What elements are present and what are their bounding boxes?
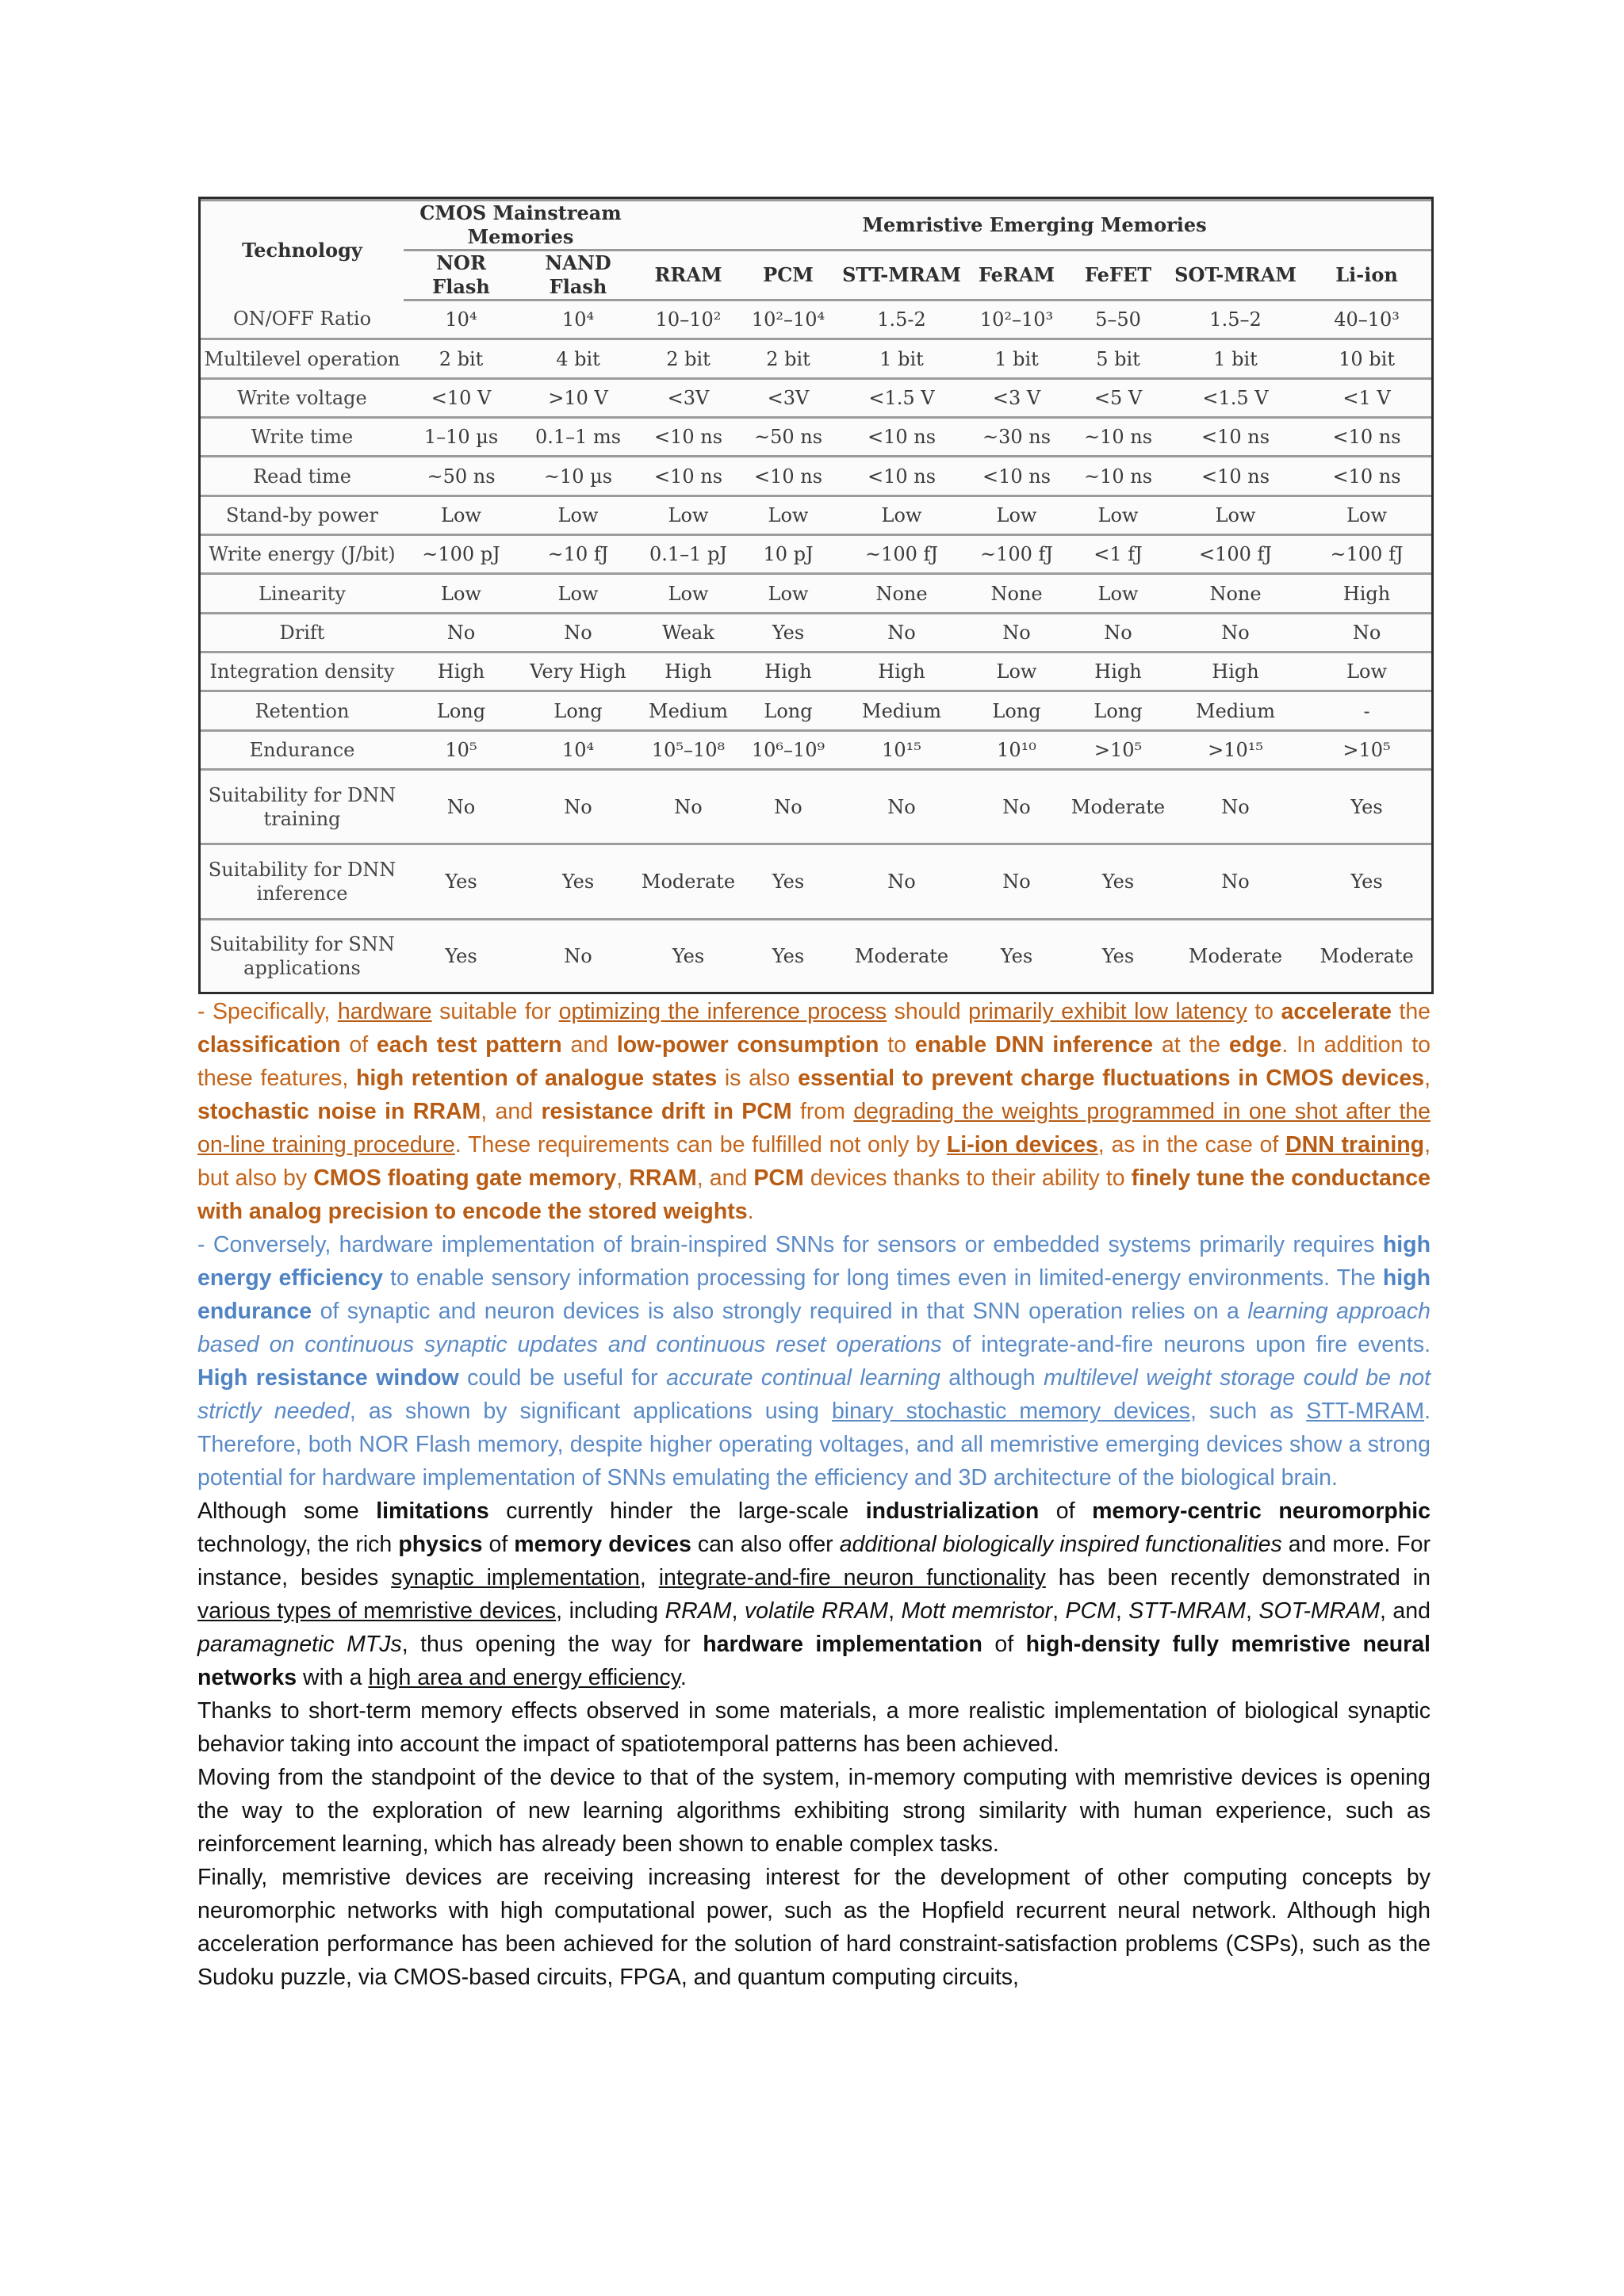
table-cell: Low (966, 496, 1067, 534)
table-cell: Low (1302, 652, 1431, 691)
table-cell: Yes (519, 844, 638, 919)
table-header-technology: Technology (201, 201, 404, 300)
table-cell: High (739, 652, 837, 691)
table-cell: <10 ns (837, 457, 966, 496)
text-run: . (680, 1665, 687, 1690)
text-run: primarily exhibit low latency (968, 999, 1247, 1024)
text-run: of (482, 1532, 515, 1557)
text-run: high-density fully memristive neural networks (197, 1632, 1431, 1690)
table-cell: None (1169, 574, 1302, 613)
table-cell: No (966, 844, 1067, 919)
table-cell: Yes (1302, 770, 1431, 844)
table-cell: Low (404, 496, 519, 534)
table-cell: <10 ns (1302, 418, 1431, 457)
text-run: synaptic implementation (391, 1565, 640, 1590)
table-cell: 10⁴ (404, 300, 519, 339)
table-cell: 1 bit (966, 339, 1067, 378)
paragraph-in-memory-computing: Moving from the standpoint of the device to that of the system, in-memory computing with memristive devices is opening the way to the exploration of new learning algorithms exhibiting strong similarity with human experience, such as reinforcement learning, which has already been shown to enable complex tasks. (197, 1765, 1431, 1857)
text-run: with a (297, 1665, 369, 1690)
table-cell: No (1302, 613, 1431, 652)
table-row-label: Endurance (201, 730, 404, 769)
table-cell: Low (638, 496, 739, 534)
table-row (201, 844, 1431, 919)
table-cell: Low (837, 496, 966, 534)
table-cell: Low (1169, 496, 1302, 534)
table-cell: Long (404, 691, 519, 730)
table-cell: High (404, 652, 519, 691)
text-run: . Therefore, both NOR Flash memory, despite higher operating voltages, and all memristive emerging devices show a strong potential for hardware implementation of SNNs emulating the efficiency and 3D architecture of the biological brain. (197, 1399, 1431, 1490)
text-run: high area and energy efficiency (368, 1665, 680, 1690)
table-cell: <3V (638, 378, 739, 417)
text-run: . These requirements can be fulfilled not only by (454, 1132, 947, 1158)
table-cell: Low (739, 496, 837, 534)
text-run: essential to prevent charge fluctuations in CMOS devices (798, 1066, 1425, 1091)
text-run: high energy efficiency (197, 1232, 1431, 1291)
text-run: , including (556, 1598, 665, 1624)
table-cell: ~100 fJ (1302, 535, 1431, 574)
text-run: physics (398, 1532, 483, 1557)
table-row (201, 535, 1431, 574)
table-cell: No (1067, 613, 1169, 652)
text-run: Although some (197, 1498, 377, 1524)
table-cell: 1 bit (837, 339, 966, 378)
table-row-label: Retention (201, 691, 404, 730)
paragraph-hopfield-networks: Finally, memristive devices are receiving increasing interest for the development of other computing concepts by neuromorphic networks with high computational power, such as the Hopfield recurrent neural network. Although high acceleration performance has been achieved for the solution of hard constraint-satisfaction problems (CSPs), such as the Sudoku puzzle, via CMOS-based circuits, FPGA, and quantum computing circuits, (197, 1865, 1431, 1990)
memory-comparison-table (201, 199, 1431, 992)
paragraph-snn-hardware (197, 1228, 1431, 1494)
table-cell: Very High (519, 652, 638, 691)
table-cell: 10²–10⁴ (739, 300, 837, 339)
text-run: , thus opening the way for (401, 1632, 703, 1657)
text-run: SOT-MRAM (1258, 1598, 1381, 1624)
text-run: integrate-and-fire neuron functionality (658, 1565, 1046, 1590)
table-cell: Yes (739, 844, 837, 919)
table-cell: <3V (739, 378, 837, 417)
table-column-header: NAND Flash (519, 251, 638, 300)
text-run: , (616, 1165, 630, 1191)
table-cell: Long (519, 691, 638, 730)
table-cell: Low (519, 574, 638, 613)
table-cell: None (837, 574, 966, 613)
table-row (201, 339, 1431, 378)
table-cell: Moderate (638, 844, 739, 919)
text-run: PCM (1065, 1598, 1116, 1624)
table-column-header: RRAM (638, 251, 739, 300)
text-run: hardware (337, 999, 432, 1024)
table-cell: <10 ns (1169, 457, 1302, 496)
table-cell: No (966, 613, 1067, 652)
table-cell: Medium (1169, 691, 1302, 730)
table-cell: 5–50 (1067, 300, 1169, 339)
table-cell: <10 ns (638, 457, 739, 496)
table-cell: High (638, 652, 739, 691)
table-cell: ~10 ns (1067, 457, 1169, 496)
table-cell: 4 bit (519, 339, 638, 378)
text-run: each test pattern (376, 1032, 562, 1058)
table-row (201, 574, 1431, 613)
table-cell: 10¹⁵ (837, 730, 966, 769)
table-cell: ~100 fJ (837, 535, 966, 574)
text-run: , (1246, 1598, 1259, 1624)
table-cell: 5 bit (1067, 339, 1169, 378)
table-row (201, 730, 1431, 769)
text-run: and (561, 1032, 617, 1058)
table-cell: Weak (638, 613, 739, 652)
table-row-label: Linearity (201, 574, 404, 613)
table-body (201, 300, 1431, 993)
text-run: devices thanks to their ability to (803, 1165, 1132, 1191)
text-run: multilevel weight storage could be not strictly needed (197, 1365, 1431, 1424)
table-cell: Medium (638, 691, 739, 730)
table-row (201, 770, 1431, 844)
table-cell: 40–10³ (1302, 300, 1431, 339)
text-run: to (1247, 999, 1281, 1024)
text-run: High resistance window (197, 1365, 459, 1391)
text-run: Mott memristor (901, 1598, 1053, 1624)
table-cell: ~30 ns (966, 418, 1067, 457)
table-cell: <1.5 V (837, 378, 966, 417)
table-cell: ~10 fJ (519, 535, 638, 574)
text-run: and more. For instance, besides (197, 1532, 1431, 1590)
text-run: to enable sensory information processing for long times even in limited-energy environments. The (383, 1265, 1383, 1291)
table-cell: >10 V (519, 378, 638, 417)
table-cell: >10⁵ (1302, 730, 1431, 769)
text-run: although (940, 1365, 1044, 1391)
text-run: hardware implementation (703, 1632, 982, 1657)
table-cell: No (519, 770, 638, 844)
paragraph-short-term-memory: Thanks to short-term memory effects observed in some materials, a more realistic implementation of biological synaptic behavior taking into account the impact of spatiotemporal patterns has been achieved. (197, 1698, 1431, 1757)
table-cell: 10–10² (638, 300, 739, 339)
table-cell: - (1302, 691, 1431, 730)
table-row-label: Suitability for SNN applications (209, 932, 395, 979)
paragraph-dnn-inference (197, 995, 1431, 1228)
table-cell: <5 V (1067, 378, 1169, 417)
table-cell: Moderate (1067, 770, 1169, 844)
text-run: is also (717, 1066, 799, 1091)
text-run: of synaptic and neuron devices is also strongly required in that SNN operation relies on a (312, 1299, 1248, 1324)
text-run: industrialization (865, 1498, 1040, 1524)
table-cell: <1.5 V (1169, 378, 1302, 417)
table-row (201, 300, 1431, 339)
table-cell: Moderate (1188, 944, 1283, 967)
table-cell: Yes (1000, 944, 1033, 967)
body-text (197, 995, 1431, 1994)
table-cell: High (1169, 652, 1302, 691)
text-run: binary stochastic memory devices (831, 1399, 1190, 1424)
table-row-label: Write time (201, 418, 404, 457)
text-run: of (340, 1032, 377, 1058)
text-run: has been recently demonstrated in (1045, 1565, 1431, 1590)
text-run: STT-MRAM (1128, 1598, 1247, 1624)
paragraph-memristive-functionalities (197, 1494, 1431, 1694)
text-run: paramagnetic MTJs (197, 1632, 402, 1657)
text-run: finely tune the conductance with analog precision to encode the stored weights (197, 1165, 1431, 1224)
table-cell: Yes (445, 944, 477, 967)
text-run: memory-centric neuromorphic (1092, 1498, 1431, 1524)
table-cell: 2 bit (638, 339, 739, 378)
table-row-label: Suitability for DNN inference (201, 844, 404, 919)
table-cell: 1.5–2 (1169, 300, 1302, 339)
table-cell: 1.5-2 (837, 300, 966, 339)
table-cell: Moderate (854, 944, 949, 967)
text-run: CMOS floating gate memory (313, 1165, 617, 1191)
text-run: accurate continual learning (666, 1365, 940, 1391)
table-cell: <10 ns (837, 418, 966, 457)
table-cell: Low (404, 574, 519, 613)
text-run: degrading the weights programmed in one shot after the on-line training procedure (197, 1099, 1431, 1158)
text-run: accelerate (1281, 999, 1392, 1024)
table-row-label: Write energy (J/bit) (201, 535, 404, 574)
table-cell: No (837, 613, 966, 652)
table-cell: Low (1302, 496, 1431, 534)
text-run: enable DNN inference (914, 1032, 1154, 1058)
table-cell: ~50 ns (739, 418, 837, 457)
table-cell: 10²–10³ (966, 300, 1067, 339)
table-cell: 10 bit (1302, 339, 1431, 378)
text-run: of integrate-and-fire neurons upon fire events. (941, 1332, 1431, 1357)
table-cell: No (1169, 844, 1302, 919)
table-cell: No (1169, 613, 1302, 652)
text-run: learning approach based on continuous synaptic updates and continuous reset operations (197, 1299, 1431, 1357)
memory-comparison-table-image (198, 197, 1434, 994)
text-run: RRAM (629, 1165, 697, 1191)
table-cell: >10⁵ (1067, 730, 1169, 769)
text-run: STT-MRAM (1306, 1399, 1425, 1424)
text-run: , such as (1189, 1399, 1307, 1424)
table-cell: ~10 ns (1067, 418, 1169, 457)
table-row-label: Suitability for DNN training (201, 770, 404, 844)
table-cell: 10⁶–10⁹ (739, 730, 837, 769)
table-cell: High (1067, 652, 1169, 691)
table-cell: High (837, 652, 966, 691)
table-cell: No (638, 770, 739, 844)
text-run: , but also by (197, 1132, 1431, 1191)
table-cell: No (519, 613, 638, 652)
table-row (201, 496, 1431, 534)
table-cell: No (837, 844, 966, 919)
text-run: , (1052, 1598, 1066, 1624)
text-run: PCM (753, 1165, 804, 1191)
table-row-label: Integration density (201, 652, 404, 691)
table-column-header: PCM (739, 251, 837, 300)
table-column-header: NOR Flash (404, 251, 519, 300)
table-cell: Yes (739, 613, 837, 652)
text-run: , and (481, 1099, 542, 1124)
table-cell: Low (1067, 496, 1169, 534)
table-header-cmos-group: CMOS Mainstream Memories (404, 201, 638, 251)
table-cell: 10⁴ (519, 300, 638, 339)
table-cell: None (966, 574, 1067, 613)
table-row (201, 652, 1431, 691)
table-cell: <10 ns (966, 457, 1067, 496)
table-cell: <10 V (404, 378, 519, 417)
table-cell: 1 bit (1169, 339, 1302, 378)
table-cell: 10⁵ (404, 730, 519, 769)
table-cell: Yes (672, 944, 705, 967)
table-column-header: FeFET (1067, 251, 1169, 300)
table-cell: ~100 fJ (966, 535, 1067, 574)
text-run: of (982, 1632, 1026, 1657)
text-run: , as shown by significant applications using (349, 1399, 832, 1424)
table-column-header: Li-ion (1302, 251, 1431, 300)
text-run: , (639, 1565, 659, 1590)
text-run: stochastic noise in RRAM (197, 1099, 481, 1124)
table-row-label: Read time (201, 457, 404, 496)
table-cell: >10¹⁵ (1169, 730, 1302, 769)
table-cell: 10 pJ (739, 535, 837, 574)
text-run: , as in the case of (1097, 1132, 1286, 1158)
table-row-label: Drift (201, 613, 404, 652)
text-run: limitations (376, 1498, 489, 1524)
table-column-header: SOT-MRAM (1169, 251, 1302, 300)
table-cell: <100 fJ (1169, 535, 1302, 574)
table-row (201, 378, 1431, 417)
table-cell: No (739, 770, 837, 844)
table-header-memristive-group: Memristive Emerging Memories (638, 201, 1431, 251)
table-cell: ~100 pJ (404, 535, 519, 574)
text-run: optimizing the inference process (558, 999, 887, 1024)
text-run: . In addition to these features, (197, 1032, 1431, 1091)
table-cell: 10⁴ (519, 730, 638, 769)
text-run: classification (197, 1032, 341, 1058)
table-row-label: Multilevel operation (201, 339, 404, 378)
table-cell: Medium (837, 691, 966, 730)
table-cell: Yes (1302, 844, 1431, 919)
table-cell: 10⁵–10⁸ (638, 730, 739, 769)
table-cell: Yes (772, 944, 805, 967)
table-cell: No (564, 944, 592, 967)
text-run: DNN training (1285, 1132, 1425, 1158)
table-column-header: STT-MRAM (837, 251, 966, 300)
table-row-label: Stand-by power (201, 496, 404, 534)
text-run: various types of memristive devices (197, 1598, 557, 1624)
text-run: volatile RRAM (744, 1598, 889, 1624)
text-run: currently hinder the large-scale (488, 1498, 866, 1524)
table-cell: Moderate (1320, 944, 1414, 967)
table-cell: <3 V (966, 378, 1067, 417)
text-run: RRAM (665, 1598, 732, 1624)
table-cell: <10 ns (1302, 457, 1431, 496)
table-cell: 2 bit (404, 339, 519, 378)
text-run: , (731, 1598, 745, 1624)
table-cell: No (404, 613, 519, 652)
table-cell: Low (966, 652, 1067, 691)
table-cell: <10 ns (739, 457, 837, 496)
text-run: - Conversely, hardware implementation of brain-inspired SNNs for sensors or embedded systems primarily requires (197, 1232, 1383, 1257)
table-cell: Low (1067, 574, 1169, 613)
text-run: , (888, 1598, 902, 1624)
text-run: edge (1228, 1032, 1282, 1058)
table-cell: ~10 µs (519, 457, 638, 496)
table-cell: Yes (404, 844, 519, 919)
text-run: low-power consumption (616, 1032, 879, 1058)
text-run: , (1115, 1598, 1129, 1624)
table-cell: <10 ns (1169, 418, 1302, 457)
table-cell: Yes (1101, 944, 1135, 967)
text-run: should (887, 999, 969, 1024)
text-run: - Specifically, (197, 999, 338, 1024)
table-cell: 0.1–1 pJ (638, 535, 739, 574)
text-run: can also offer (691, 1532, 840, 1557)
table-cell: No (404, 770, 519, 844)
table-cell: 0.1–1 ms (519, 418, 638, 457)
text-run: suitable for (431, 999, 559, 1024)
table-cell: Yes (1067, 844, 1169, 919)
table-cell: High (1302, 574, 1431, 613)
text-run: , (1424, 1066, 1431, 1091)
table-row (201, 919, 1431, 992)
table-cell: <10 ns (638, 418, 739, 457)
table-row (201, 691, 1431, 730)
table-cell: Low (519, 496, 638, 534)
text-run: resistance drift in PCM (541, 1099, 792, 1124)
text-run: , and (1380, 1598, 1431, 1624)
table-cell: Low (638, 574, 739, 613)
table-row (201, 418, 1431, 457)
table-cell: No (1169, 770, 1302, 844)
table-cell: <1 fJ (1067, 535, 1169, 574)
table-cell: Long (966, 691, 1067, 730)
table-row (201, 613, 1431, 652)
text-run: memory devices (514, 1532, 691, 1557)
text-run: , and (696, 1165, 754, 1191)
table-cell: ~50 ns (404, 457, 519, 496)
table-cell: <1 V (1302, 378, 1431, 417)
text-run: . (747, 1199, 754, 1224)
table-cell: Low (739, 574, 837, 613)
table-cell: No (966, 770, 1067, 844)
table-row-label: ON/OFF Ratio (201, 300, 404, 339)
table-row-label: Write voltage (201, 378, 404, 417)
text-run: could be useful for (458, 1365, 667, 1391)
table-cell: Long (1067, 691, 1169, 730)
table-cell: 10¹⁰ (966, 730, 1067, 769)
table-column-header: FeRAM (966, 251, 1067, 300)
text-run: of (1039, 1498, 1093, 1524)
table-cell: No (837, 770, 966, 844)
text-run: Li-ion devices (946, 1132, 1098, 1158)
text-run: additional biologically inspired functionalities (839, 1532, 1282, 1557)
table-row (201, 457, 1431, 496)
text-run: high retention of analogue states (355, 1066, 718, 1091)
text-run: high endurance (197, 1265, 1431, 1324)
table-cell: 2 bit (739, 339, 837, 378)
text-run: the (1391, 999, 1431, 1024)
text-run: at the (1153, 1032, 1229, 1058)
table-cell: Long (739, 691, 837, 730)
text-run: from (791, 1099, 854, 1124)
text-run: to (879, 1032, 915, 1058)
text-run: technology, the rich (197, 1532, 399, 1557)
table-cell: 1–10 µs (404, 418, 519, 457)
